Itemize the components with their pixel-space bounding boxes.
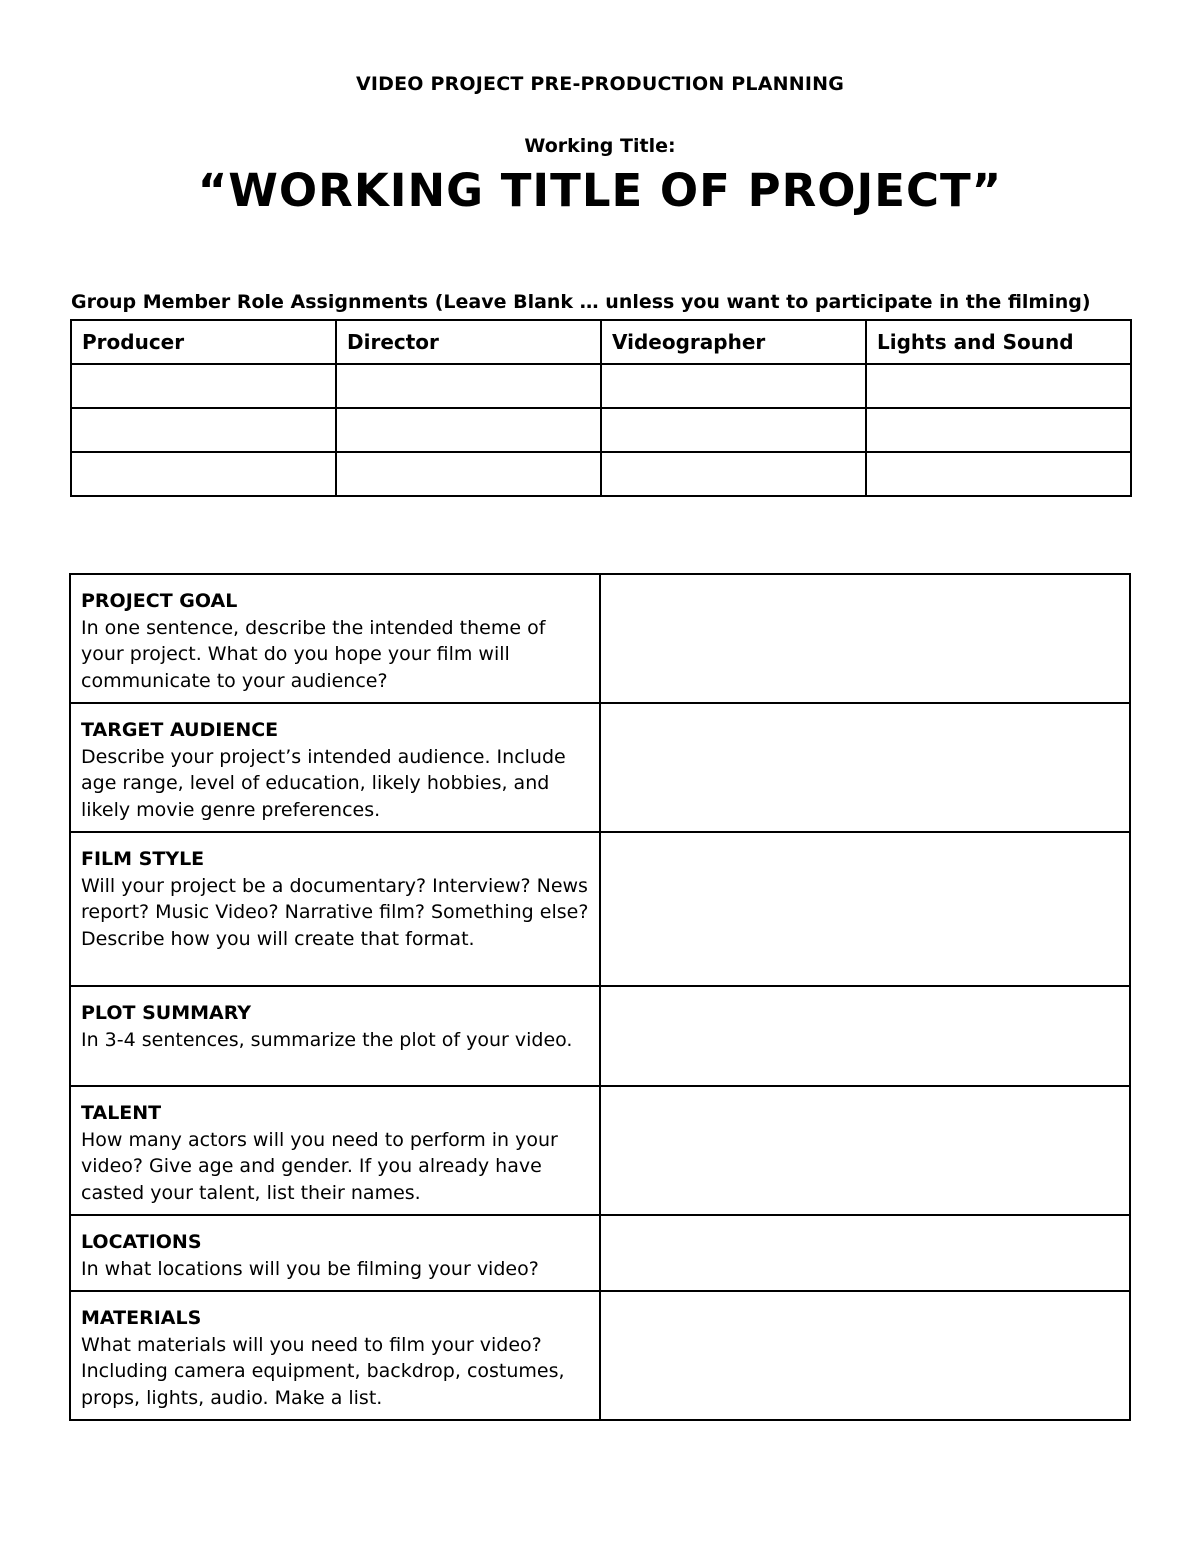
role-cell[interactable] [601, 364, 866, 408]
prompt-cell [70, 1086, 600, 1215]
planning-row-film-style [70, 832, 1130, 986]
answer-cell[interactable] [600, 1086, 1130, 1215]
section-heading: LOCATIONS [81, 1231, 202, 1253]
role-cell[interactable] [601, 408, 866, 452]
role-header-producer: Producer [71, 320, 336, 364]
section-description: Will your project be a documentary? Interview? News report? Music Video? Narrative film? Something else? Describe how you will create that format. [81, 874, 589, 950]
roles-row [71, 408, 1131, 452]
answer-cell[interactable] [600, 703, 1130, 832]
planning-row-target-audience [70, 703, 1130, 832]
prompt-cell [70, 986, 600, 1086]
section-description: In what locations will you be filming your video? [81, 1257, 539, 1280]
section-heading: FILM STYLE [81, 848, 205, 870]
section-heading: MATERIALS [81, 1307, 202, 1329]
roles-table [70, 319, 1132, 497]
section-heading: TARGET AUDIENCE [81, 719, 279, 741]
role-cell[interactable] [866, 452, 1131, 496]
roles-caption: Group Member Role Assignments (Leave Blank … unless you want to participate in the filming) [71, 291, 1091, 313]
planning-row-materials [70, 1291, 1130, 1420]
prompt-cell [70, 574, 600, 703]
role-cell[interactable] [71, 364, 336, 408]
planning-row-plot-summary [70, 986, 1130, 1086]
planning-row-talent [70, 1086, 1130, 1215]
document-title: VIDEO PROJECT PRE-PRODUCTION PLANNING [355, 73, 845, 95]
role-cell[interactable] [866, 408, 1131, 452]
prompt-cell [70, 703, 600, 832]
role-cell[interactable] [336, 364, 601, 408]
prompt-cell [70, 832, 600, 986]
prompt-cell [70, 1291, 600, 1420]
section-heading: PROJECT GOAL [81, 590, 238, 612]
roles-header-row [71, 320, 1131, 364]
section-description: What materials will you need to film your video? Including camera equipment, backdrop, costumes, props, lights, audio. Make a list. [81, 1333, 565, 1409]
role-cell[interactable] [336, 452, 601, 496]
role-header-videographer: Videographer [601, 320, 866, 364]
answer-cell[interactable] [600, 574, 1130, 703]
planning-row-project-goal [70, 574, 1130, 703]
role-cell[interactable] [71, 408, 336, 452]
role-cell[interactable] [601, 452, 866, 496]
answer-cell[interactable] [600, 832, 1130, 986]
section-heading: PLOT SUMMARY [81, 1002, 252, 1024]
answer-cell[interactable] [600, 986, 1130, 1086]
planning-table [69, 573, 1131, 1421]
roles-row [71, 364, 1131, 408]
project-title: “WORKING TITLE OF PROJECT” [197, 164, 1003, 217]
working-title-label: Working Title: [524, 135, 676, 157]
section-description: In 3-4 sentences, summarize the plot of your video. [81, 1028, 573, 1051]
role-cell[interactable] [866, 364, 1131, 408]
roles-row [71, 452, 1131, 496]
role-cell[interactable] [336, 408, 601, 452]
planning-row-locations [70, 1215, 1130, 1291]
section-description: How many actors will you need to perform in your video? Give age and gender. If you already have casted your talent, list their names. [81, 1128, 558, 1204]
role-cell[interactable] [71, 452, 336, 496]
answer-cell[interactable] [600, 1291, 1130, 1420]
answer-cell[interactable] [600, 1215, 1130, 1291]
section-description: In one sentence, describe the intended theme of your project. What do you hope your film will communicate to your audience? [81, 616, 546, 692]
role-header-lights-and-sound: Lights and Sound [866, 320, 1131, 364]
prompt-cell [70, 1215, 600, 1291]
section-description: Describe your project’s intended audience. Include age range, level of education, likely hobbies, and likely movie genre preferences. [81, 745, 566, 821]
section-heading: TALENT [81, 1102, 162, 1124]
role-header-director: Director [336, 320, 601, 364]
